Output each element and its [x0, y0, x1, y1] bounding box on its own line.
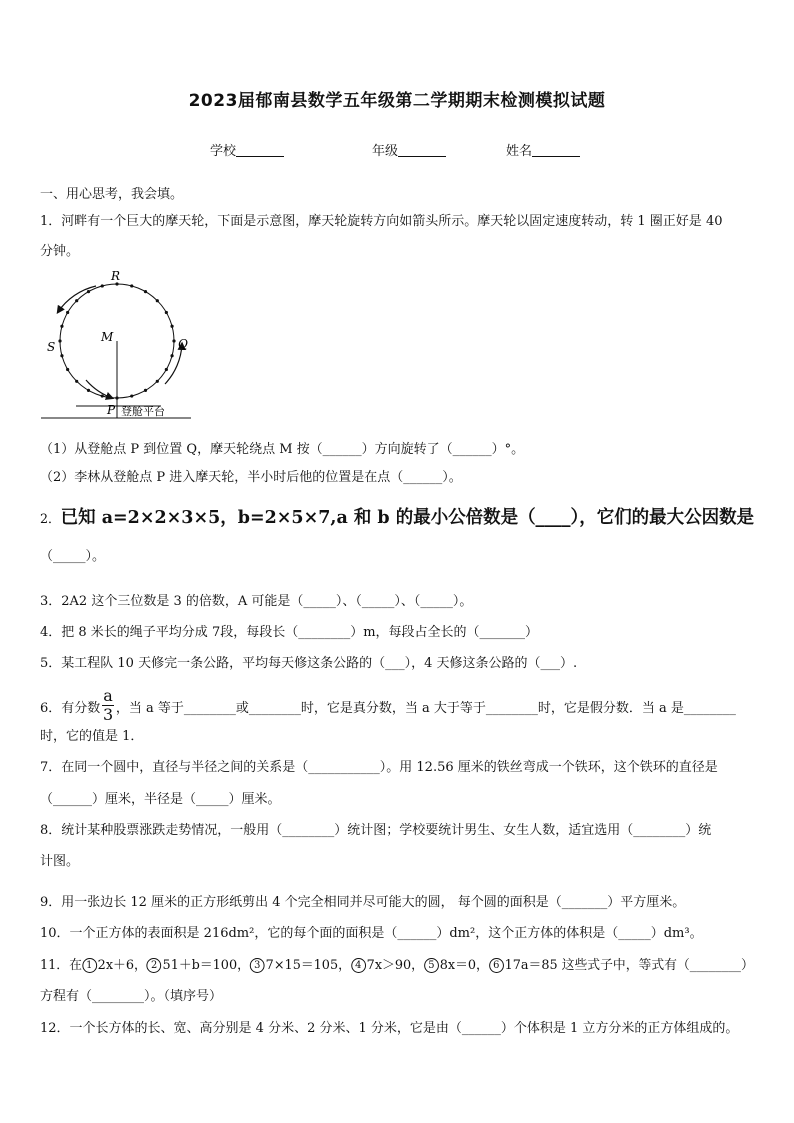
label-r: R	[111, 269, 121, 283]
question-7-text: 7．在同一个圆中，直径与半径之间的关系是（___________）。用 12.56 厘米的铁丝弯成一个铁环，这个铁环的直径是	[40, 760, 718, 775]
question-1-part-1: （1）从登舱点 P 到位置 Q，摩天轮绕点 M 按（______）方向旋转了（______）°。	[40, 442, 525, 457]
school-blank[interactable]	[236, 144, 284, 157]
fraction-numerator: a	[103, 686, 113, 705]
cabin-dot	[156, 380, 159, 383]
cabin-dot	[75, 380, 78, 383]
cabin-dot	[66, 311, 69, 314]
rotation-arrow-top	[58, 286, 96, 312]
cabin-dot	[165, 311, 168, 314]
question-11-prefix: 11．在	[40, 958, 82, 973]
question-6-text	[40, 688, 736, 723]
cabin-dot	[101, 284, 104, 287]
cabin-dot	[60, 354, 63, 357]
expression-5: 8x＝0，	[439, 958, 489, 973]
expression-6: 17a＝85 这些式子中，等式有（________）	[504, 958, 754, 973]
cabin-dot	[170, 354, 173, 357]
question-9-text: 9．用一张边长 12 厘米的正方形纸剪出 4 个完全相同并尽可能大的圆， 每个圆的面积是（_______）平方厘米。	[40, 895, 686, 910]
expression-2: 51＋b＝100，	[162, 958, 250, 973]
cabin-dot	[165, 368, 168, 371]
cabin-dot	[58, 339, 61, 342]
question-1-part-2: （2）李林从登舱点 P 进入摩天轮，半小时后他的位置是在点（______）。	[40, 470, 462, 485]
question-1-text: 1．河畔有一个巨大的摩天轮，下面是示意图，摩天轮旋转方向如箭头所示。摩天轮以固定速度转动，转 1 圈正好是 40	[40, 214, 723, 229]
cabin-dot	[87, 389, 90, 392]
cabin-dot	[156, 299, 159, 302]
question-10-text: 10．一个正方体的表面积是 216dm²，它的每个面的面积是（______）dm²，这个正方体的体积是（_____）dm³。	[40, 926, 703, 941]
question-8-text-cont: 计图。	[40, 854, 80, 869]
question-11-text	[40, 954, 754, 973]
label-q: Q	[178, 337, 188, 351]
question-7-text-cont: （______）厘米，半径是（_____）厘米。	[40, 792, 281, 807]
circled-number-6: 6	[489, 958, 504, 973]
expression-4: 7x＞90，	[366, 958, 424, 973]
question-6-text-cont: 时，它的值是 1．	[40, 729, 144, 744]
grade-field[interactable]	[372, 140, 446, 159]
school-label: 学校	[210, 144, 237, 159]
circled-number-1: 1	[82, 958, 97, 973]
cabin-dot	[75, 299, 78, 302]
label-m: M	[101, 330, 114, 344]
question-12-text: 12．一个长方体的长、宽、高分别是 4 分米、2 分米、1 分米，它是由（______）个体积是 1 立方分米的正方体组成的。	[40, 1021, 739, 1036]
name-blank[interactable]	[532, 144, 580, 157]
cabin-dot	[170, 325, 173, 328]
question-4-text: 4．把 8 米长的绳子平均分成 7段，每段长（________）m，每段占全长的（_______）	[40, 625, 539, 640]
question-1-text-cont: 分钟。	[40, 244, 80, 259]
question-6-suffix: ，当 a 等于________或________时，它是真分数，当 a 大于等于________时，它是假分数．当 a 是________	[115, 701, 736, 716]
circled-number-4: 4	[351, 958, 366, 973]
fraction-denominator: 3	[102, 705, 114, 724]
school-field[interactable]	[210, 140, 284, 159]
cabin-dot	[130, 284, 133, 287]
page-title: 2023届郁南县数学五年级第二学期期末检测模拟试题	[188, 91, 606, 111]
cabin-dot	[101, 394, 104, 397]
circled-number-5: 5	[424, 958, 439, 973]
question-6-prefix: 6．有分数	[40, 701, 101, 716]
cabin-dot	[144, 389, 147, 392]
question-2-text	[40, 503, 754, 529]
circled-number-3: 3	[250, 958, 265, 973]
cabin-dot	[87, 290, 90, 293]
cabin-dot	[60, 325, 63, 328]
question-2-number: 2．	[40, 512, 61, 527]
question-3-text: 3．2A2 这个三位数是 3 的倍数，A 可能是（_____）、（_____）、（_____）。	[40, 594, 473, 609]
circled-number-2: 2	[147, 958, 162, 973]
expression-3: 7×15＝105，	[265, 958, 351, 973]
question-2-text-cont: （_____）。	[40, 549, 106, 564]
question-8-text: 8．统计某种股票涨跌走势情况，一般用（________）统计图；学校要统计男生、女生人数，适宜选用（________）统	[40, 823, 712, 838]
question-5-text: 5．某工程队 10 天修完一条公路，平均每天修这条公路的（___），4 天修这条公路的（___）.	[40, 656, 578, 671]
name-label: 姓名	[506, 144, 533, 159]
grade-label: 年级	[372, 144, 399, 159]
cabin-dot	[130, 394, 133, 397]
name-field[interactable]	[506, 140, 580, 159]
cabin-dot	[144, 290, 147, 293]
question-11-text-cont: 方程有（________）。（填序号）	[40, 989, 223, 1004]
label-s: S	[47, 340, 56, 354]
question-2-body: 已知 a=2×2×3×5，b=2×5×7,a 和 b 的最小公倍数是（____），它们的最大公因数是	[60, 507, 755, 528]
label-p: P	[107, 403, 116, 417]
grade-blank[interactable]	[398, 144, 446, 157]
platform-label: 登舱平台	[121, 405, 165, 418]
cabin-dot	[66, 368, 69, 371]
ferris-wheel-diagram	[36, 266, 206, 422]
cabin-dot	[172, 339, 175, 342]
fraction-a-over-3	[102, 688, 114, 723]
expression-1: 2x＋6，	[97, 958, 147, 973]
section-heading: 一、用心思考，我会填。	[40, 187, 184, 202]
